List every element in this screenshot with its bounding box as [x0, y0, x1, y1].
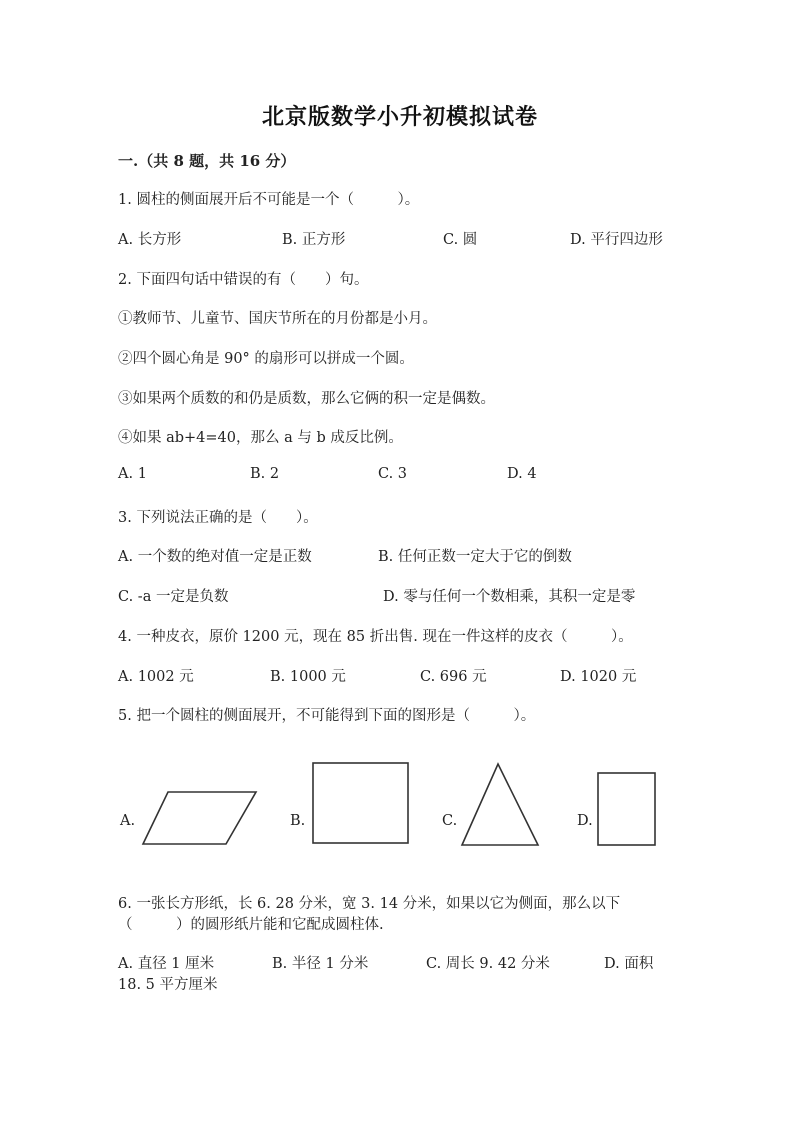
question-3-option-c: C. -a 一定是负数	[118, 589, 229, 605]
question-1-option-a: A. 长方形	[118, 232, 182, 248]
question-5-option-a: A.	[120, 813, 136, 829]
question-1-option-d: D. 平行四边形	[570, 232, 663, 248]
question-6-option-b: B. 半径 1 分米	[272, 956, 369, 972]
parallelogram-figure	[140, 788, 260, 848]
question-1-stem: 1. 圆柱的侧面展开后不可能是一个（ ）。	[118, 192, 420, 208]
question-5-option-c: C.	[442, 813, 458, 829]
question-2-stem: 2. 下面四句话中错误的有（ ）句。	[118, 272, 369, 288]
section-heading: 一.（共 8 题，共 16 分）	[118, 152, 296, 170]
question-3-option-a: A. 一个数的绝对值一定是正数	[118, 549, 312, 565]
question-2-option-a: A. 1	[118, 466, 147, 482]
square-figure	[310, 760, 412, 846]
rectangle-figure	[595, 770, 659, 848]
question-6-option-a: A. 直径 1 厘米	[118, 956, 215, 972]
question-6-option-d-continued: 18. 5 平方厘米	[118, 977, 218, 993]
question-3-stem: 3. 下列说法正确的是（ ）。	[118, 510, 318, 526]
question-1-option-b: B. 正方形	[282, 232, 346, 248]
question-2-statement-4: ④如果 ab+4=40，那么 a 与 b 成反比例。	[118, 430, 403, 446]
question-3-option-d: D. 零与任何一个数相乘，其积一定是零	[383, 589, 636, 605]
question-5-option-b: B.	[290, 813, 306, 829]
question-4-option-a: A. 1002 元	[118, 669, 194, 685]
question-4-option-c: C. 696 元	[420, 669, 487, 685]
question-6-option-d: D. 面积	[604, 956, 654, 972]
question-5-stem: 5. 把一个圆柱的侧面展开，不可能得到下面的图形是（ ）。	[118, 708, 536, 724]
question-2-statement-1: ①教师节、儿童节、国庆节所在的月份都是小月。	[118, 311, 437, 327]
question-4-stem: 4. 一种皮衣，原价 1200 元，现在 85 折出售. 现在一件这样的皮衣（ ）。	[118, 629, 633, 645]
question-6-stem-line-2: （ ）的圆形纸片能和它配成圆柱体.	[118, 917, 384, 933]
question-4-option-b: B. 1000 元	[270, 669, 346, 685]
question-2-option-c: C. 3	[378, 466, 408, 482]
question-2-statement-2: ②四个圆心角是 90° 的扇形可以拼成一个圆。	[118, 351, 414, 367]
question-6-option-c: C. 周长 9. 42 分米	[426, 956, 550, 972]
question-6-stem-line-1: 6. 一张长方形纸，长 6. 28 分米，宽 3. 14 分米，如果以它为侧面，那么以下	[118, 896, 621, 912]
question-2-option-d: D. 4	[507, 466, 537, 482]
question-3-option-b: B. 任何正数一定大于它的倒数	[378, 549, 572, 565]
question-5-option-d: D.	[577, 813, 593, 829]
question-4-option-d: D. 1020 元	[560, 669, 637, 685]
page-title: 北京版数学小升初模拟试卷	[261, 104, 538, 130]
question-2-option-b: B. 2	[250, 466, 280, 482]
question-2-statement-3: ③如果两个质数的和仍是质数，那么它俩的积一定是偶数。	[118, 391, 495, 407]
question-1-option-c: C. 圆	[443, 232, 478, 248]
triangle-figure	[458, 760, 544, 850]
